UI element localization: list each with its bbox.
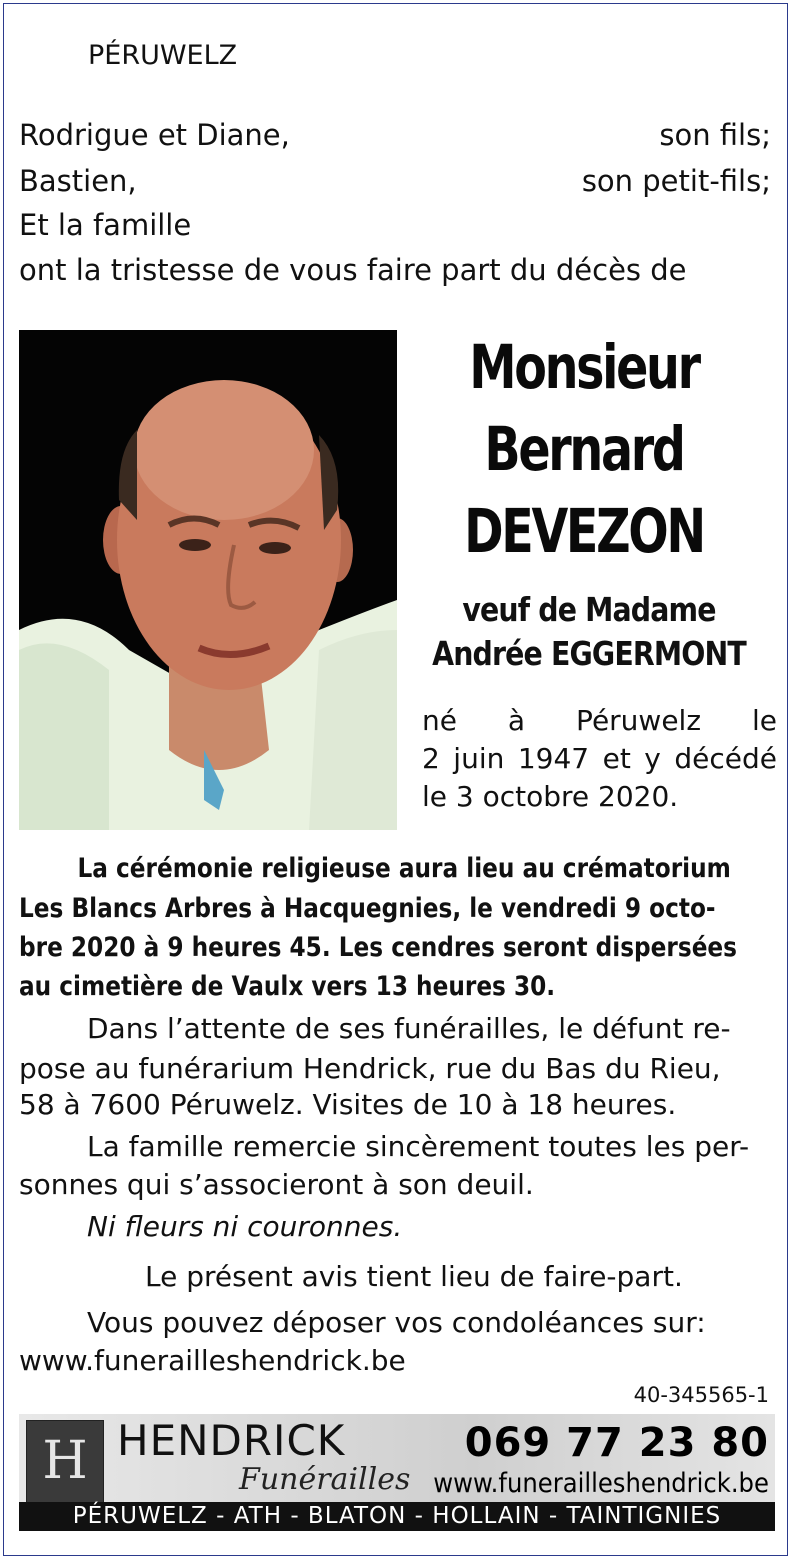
city-heading: PÉRUWELZ — [88, 40, 238, 71]
thanks-line: La famille remercie sincèrement toutes les per- — [87, 1130, 750, 1163]
family-member-relation: son fils; — [659, 118, 771, 152]
deceased-title: Monsieur — [469, 332, 699, 403]
death-line: le 3 octobre 2020. — [422, 780, 679, 813]
family-member-name: Bastien, — [19, 164, 137, 198]
repose-line: pose au funérarium Hendrick, rue du Bas du Rieu, — [19, 1052, 721, 1085]
birth-line: 2 juin 1947 et y décédé — [422, 742, 777, 775]
brand-name: HENDRICK — [117, 1416, 346, 1465]
birth-line: né à Péruwelz le — [422, 704, 777, 737]
banner-website[interactable]: www.funerailleshendrick.be — [433, 1468, 769, 1499]
spouse-line: veuf de Madame — [462, 590, 716, 629]
family-extra: Et la famille — [19, 208, 192, 242]
announcement-line: ont la tristesse de vous faire part du décès de — [19, 253, 687, 287]
thanks-line: sonnes qui s’associeront à son deuil. — [19, 1168, 534, 1201]
ceremony-line: Les Blancs Arbres à Hacquegnies, le vendredi 9 octo- — [19, 893, 716, 924]
spouse-name: Andrée EGGERMONT — [432, 634, 746, 673]
phone-number[interactable]: 069 77 23 80 — [464, 1420, 769, 1466]
notice-line: Le présent avis tient lieu de faire-part. — [145, 1260, 683, 1293]
funeral-home-banner — [19, 1414, 775, 1531]
family-member-name: Rodrigue et Diane, — [19, 118, 290, 152]
repose-line: Dans l’attente de ses funérailles, le défunt re- — [87, 1012, 731, 1045]
logo-letter: H — [42, 1431, 88, 1491]
repose-line: 58 à 7600 Péruwelz. Visites de 10 à 18 heures. — [19, 1088, 677, 1121]
deceased-last-name: DEVEZON — [464, 496, 704, 567]
website-link[interactable]: www.funerailleshendrick.be — [19, 1344, 406, 1377]
ceremony-line: bre 2020 à 9 heures 45. Les cendres seront dispersées — [19, 932, 738, 963]
deceased-first-name: Bernard — [484, 414, 684, 485]
no-flowers: Ni fleurs ni couronnes. — [87, 1210, 403, 1243]
ceremony-line: La cérémonie religieuse aura lieu au crématorium — [77, 853, 731, 884]
hendrick-logo — [26, 1420, 104, 1506]
deceased-portrait — [19, 330, 397, 830]
family-member-relation: son petit-fils; — [581, 164, 771, 198]
condolences-line: Vous pouvez déposer vos condoléances sur: — [87, 1306, 706, 1339]
ceremony-line: au cimetière de Vaulx vers 13 heures 30. — [19, 971, 556, 1002]
brand-subtitle: Funérailles — [239, 1462, 411, 1497]
towns-bar: PÉRUWELZ - ATH - BLATON - HOLLAIN - TAINTIGNIES — [19, 1502, 775, 1531]
obituary-notice — [3, 3, 788, 1556]
reference-code: 40-345565-1 — [633, 1383, 769, 1407]
